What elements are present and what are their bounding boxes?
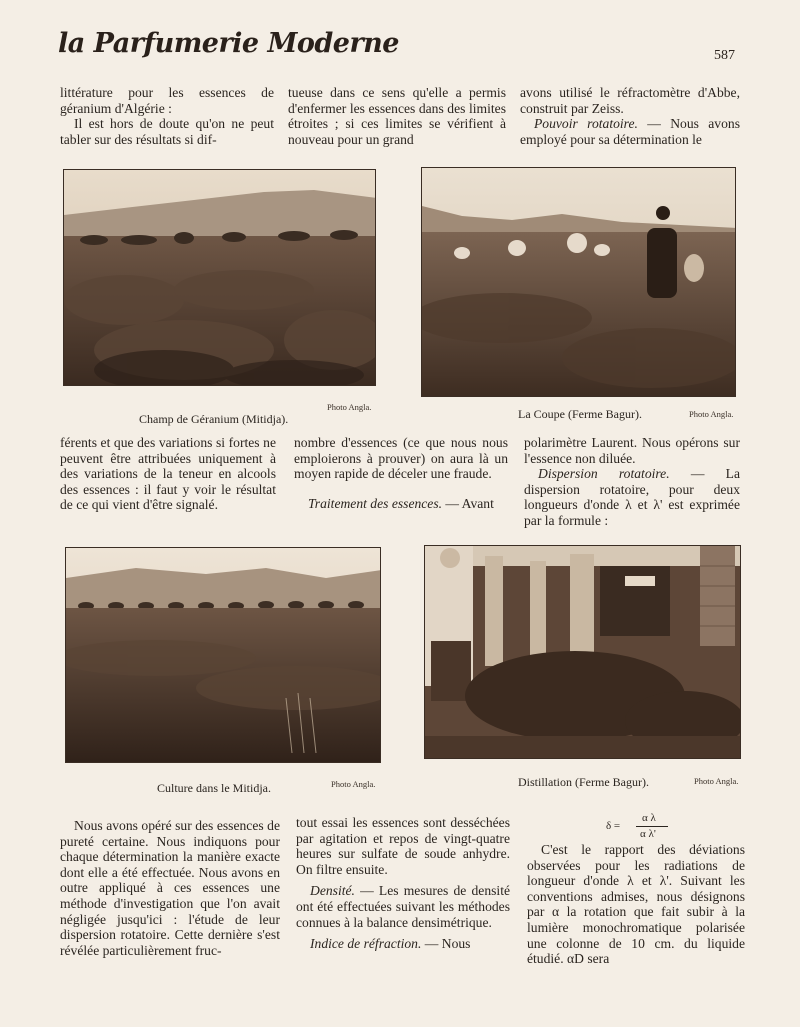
section-heading: Densité.	[310, 883, 355, 899]
paragraph	[294, 496, 508, 512]
section-heading: Pouvoir rotatoire.	[534, 116, 638, 132]
photo-geranium-field	[63, 169, 376, 386]
formula-denominator: α λ'	[640, 828, 656, 840]
paragraph-text: — Avant	[442, 495, 494, 511]
formula-numerator: α λ	[642, 812, 656, 824]
photo-credit: Photo Angla.	[327, 402, 372, 412]
bottom-column-3	[527, 842, 745, 967]
paragraph	[296, 883, 510, 930]
paragraph: férents et que des variations si fortes ne peuvent être attribuées uniquement à des variations de la teneur en alcools des essences : il faut y voir le résultat de ce qui vient d'être signalé.	[60, 435, 276, 513]
paragraph-text: — Les mesures de densité ont été effectuées suivant les méthodes connues à la balance densimétrique.	[296, 883, 510, 930]
paragraph: nombre d'essences (ce que nous nous emploierons à prouver) on aura là un moyen rapide de déceler une fraude.	[294, 435, 508, 482]
photo-caption: Distillation (Ferme Bagur).	[518, 775, 649, 789]
photo-caption: La Coupe (Ferme Bagur).	[518, 407, 642, 421]
paragraph	[520, 116, 740, 147]
paragraph-text: — Nous	[421, 936, 471, 952]
formula-lhs: δ =	[606, 820, 621, 832]
section-heading: Traitement des essences.	[308, 495, 443, 511]
top-column-1	[60, 85, 274, 147]
paragraph	[296, 936, 510, 952]
top-column-2	[288, 85, 506, 147]
paragraph: tueuse dans ce sens qu'elle a permis d'enfermer les essences dans des limites étroites ; si ces limites se vérifient à nouveau pour un grand	[288, 85, 506, 147]
paragraph-text: — Nous avons employé pour sa détermination le	[520, 116, 740, 147]
paragraph-text: — La dispersion rotatoire, pour deux longueurs d'onde λ et λ' est exprimée par la formule :	[524, 466, 740, 528]
section-heading: Indice de réfraction.	[310, 936, 422, 952]
mid-column-1	[60, 435, 276, 513]
photo-harvest	[421, 167, 736, 397]
paragraph	[524, 466, 740, 528]
bottom-column-2	[296, 815, 510, 952]
mid-column-3	[524, 435, 740, 529]
dispersion-formula	[598, 812, 678, 842]
top-column-3	[520, 85, 740, 147]
mid-column-2	[294, 435, 508, 511]
photo-distillation	[424, 545, 741, 759]
journal-masthead: la Parfumerie Moderne	[58, 28, 399, 59]
photo-mitidja-culture	[65, 547, 381, 763]
photo-credit: Photo Angla.	[689, 409, 734, 419]
photo-credit: Photo Angla.	[694, 776, 739, 786]
photo-caption: Culture dans le Mitidja.	[157, 781, 271, 795]
paragraph: avons utilisé le réfractomètre d'Abbe, construit par Zeiss.	[520, 85, 740, 116]
paragraph: polarimètre Laurent. Nous opérons sur l'essence non diluée.	[524, 435, 740, 466]
paragraph: littérature pour les essences de géranium d'Algérie :	[60, 85, 274, 116]
page-number: 587	[714, 48, 735, 63]
paragraph: Il est hors de doute qu'on ne peut tabler sur des résultats si dif-	[60, 116, 274, 147]
paragraph: Nous avons opéré sur des essences de pureté certaine. Nous indiquons pour chaque détermination la manière exacte dont elle a été effectuée. Nous avons en outre appliqué à ces essences une méthode d'investigation que l'on avait négligée jusqu'ici : l'étude de leur dispersion rotatoire. Cette dernière s'est révélée particulièrement fruc-	[60, 818, 280, 958]
fraction-bar	[636, 826, 668, 827]
photo-credit: Photo Angla.	[331, 779, 376, 789]
bottom-column-1	[60, 818, 280, 958]
photo-caption: Champ de Géranium (Mitidja).	[139, 412, 289, 426]
paragraph: tout essai les essences sont desséchées par agitation et repos de vingt-quatre heures sur sulfate de soude anhydre. On filtre ensuite.	[296, 815, 510, 877]
paragraph: C'est le rapport des déviations observées pour les radiations de longueur d'onde λ et λ'. Suivant les conventions admises, nous désignons par α la rotation que fait subir à la lumière monochromatique polarisée une colonne de 10 cm. du liquide étudié. αD sera	[527, 842, 745, 967]
section-heading: Dispersion rotatoire.	[538, 466, 670, 482]
